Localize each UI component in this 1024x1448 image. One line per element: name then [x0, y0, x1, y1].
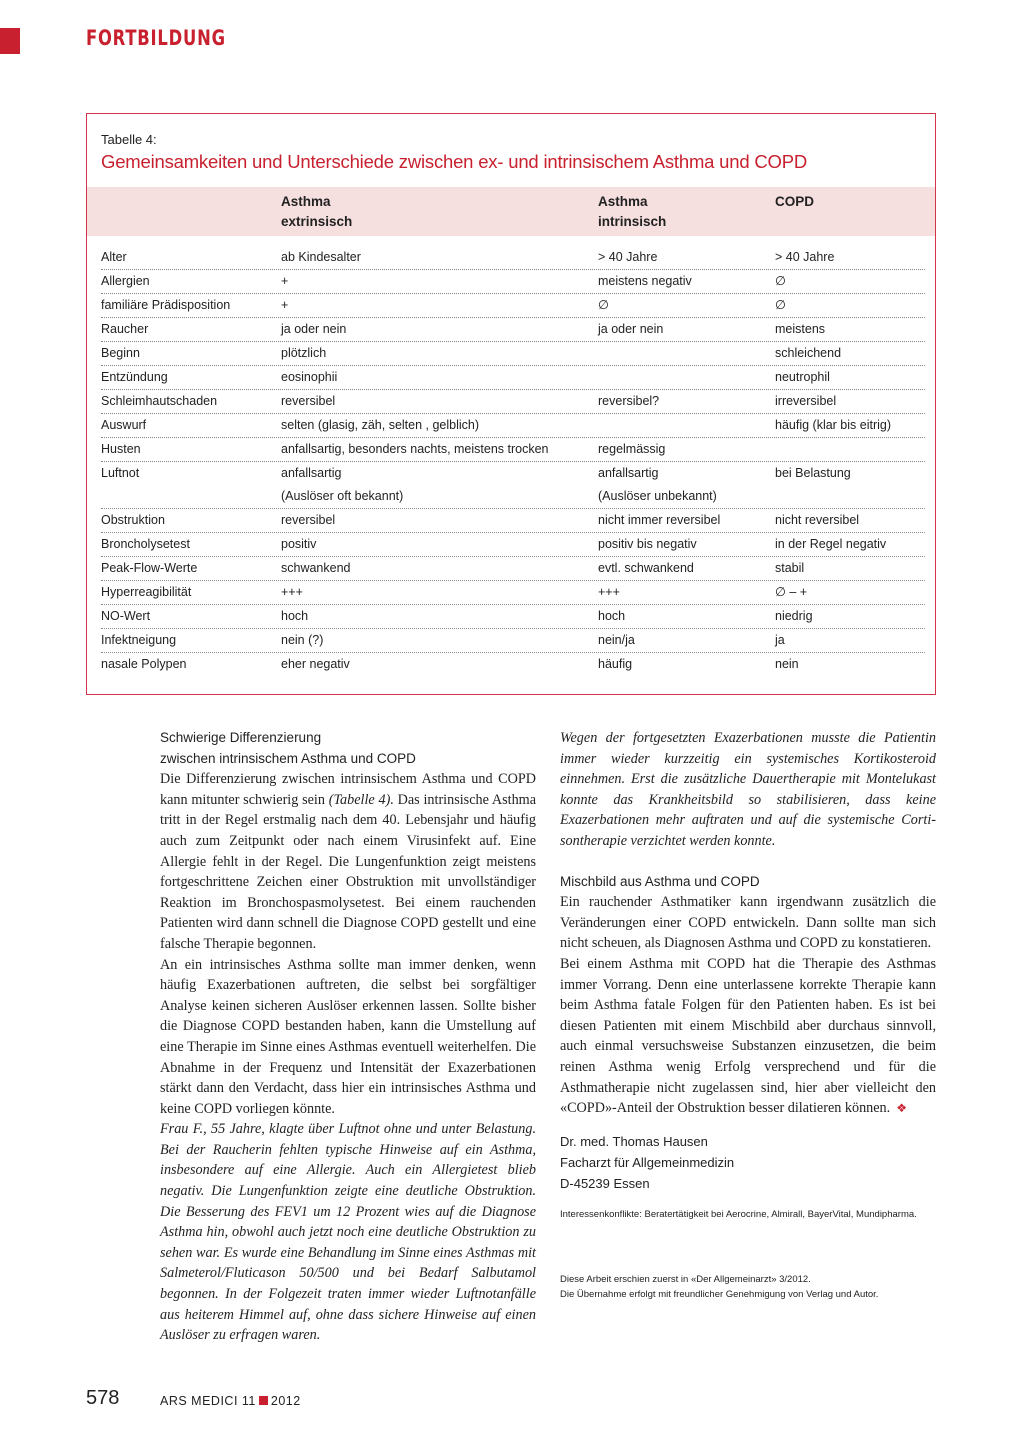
cell-asthma-intrinsisch: ∅ — [598, 298, 609, 312]
table-row — [101, 366, 925, 390]
footer-square — [259, 1396, 268, 1405]
cell-asthma-extrinsisch: anfallsartig, besonders nachts, meistens trocken — [281, 442, 549, 456]
cell-asthma-extrinsisch: schwankend — [281, 561, 351, 575]
cell-asthma-intrinsisch: nicht immer reversibel — [598, 513, 721, 527]
paragraph: An ein intrinsisches Asthma sollte man immer denken, wenn häufig Exazerbationen auftreten, die selbst bei sorgfältiger Analyse keinen sicheren Auslöser erkennen lassen. Sollte bisher die Diagnose COPD bestanden haben, kann die Umstellung auf eine Therapie im Sinne eines Asthmas eventuell weiterhelfen. Die Abnahme in der Frequenz und Intensität der Exazerbationen stärkt dann den Verdacht, dass hier ein intrinsisches Asthma und keine COPD vorliegen könnte. — [160, 956, 536, 1117]
cell-asthma-extrinsisch: ja oder nein — [281, 322, 347, 336]
table-row — [101, 629, 925, 653]
section-marker — [0, 28, 20, 54]
table-row — [101, 653, 925, 676]
table-row — [101, 605, 925, 629]
row-label: Entzündung — [101, 370, 168, 384]
magazine-footer — [160, 1394, 301, 1408]
row-label: Alter — [101, 250, 127, 264]
row-label: Husten — [101, 442, 141, 456]
cell-copd: > 40 Jahre — [775, 250, 835, 264]
table-4 — [86, 113, 936, 695]
column-header-asthma-intrinsisch: Asthma intrinsisch — [598, 194, 667, 229]
table-row — [101, 581, 925, 605]
case-report-continued: Wegen der fortgesetzten Exazerbationen musste die Patientin immer wieder kurzzeitig ein systemisches Kortikosteroid einnehmen. Erst die zusätzliche Dauertherapie mit Montelukast konnte das Krankheitsbild so stabilisieren, dass keine Exazerbationen mehr auftraten und auf die systemische Cortisontherapie verzichtet werden konnte. — [560, 730, 936, 849]
row-label: Peak-Flow-Werte — [101, 561, 198, 575]
table-row — [101, 390, 925, 414]
paragraph: Bei einem Asthma mit COPD hat die Therapie des Asthmas immer Vorrang. Denn eine unterlassene korrekte Therapie kann beim Asthma fatale Folgen für den Patienten haben. Es ist bei diesen Patienten mit einem Mischbild aber durchaus sinnvoll, auch einmal versuchsweise Substanzen einzusetzen, die beim reinen Asthma wenig Erfolg versprechend und für die Asthmatherapie nicht zugelassen sind, hier aber vielleicht den «COPD»-Anteil der Obstruktion besser dilatieren können. ❖ — [560, 955, 936, 1117]
cell-asthma-intrinsisch: nein/ja — [598, 633, 635, 647]
cell-asthma-intrinsisch: > 40 Jahre — [598, 250, 658, 264]
cell-copd: häufig (klar bis eitrig) — [775, 418, 892, 432]
cell-asthma-intrinsisch: anfallsartig (Auslöser unbekannt) — [598, 466, 717, 503]
row-label: Schleimhautschaden — [101, 394, 218, 408]
table-row — [101, 342, 925, 366]
row-label: Broncholysetest — [101, 537, 190, 551]
table-row — [101, 294, 925, 318]
table-title: Gemeinsamkeiten und Unterschiede zwischen ex- und intrinsischem Asthma und COPD — [101, 151, 808, 172]
cell-asthma-intrinsisch: regelmässig — [598, 442, 666, 456]
table-row — [101, 414, 925, 438]
cell-asthma-intrinsisch: meistens negativ — [598, 274, 692, 288]
cell-copd: in der Regel negativ — [775, 537, 887, 551]
table-label: Tabelle 4: — [101, 132, 157, 147]
cell-copd: meistens — [775, 322, 826, 336]
cell-asthma-intrinsisch: ja oder nein — [598, 322, 664, 336]
row-label: Allergien — [101, 274, 150, 288]
table-row — [101, 246, 925, 270]
table-body — [101, 246, 925, 676]
table-row — [101, 270, 925, 294]
cell-asthma-intrinsisch: positiv bis negativ — [598, 537, 697, 551]
section-title: FORTBILDUNG — [86, 26, 226, 50]
cell-copd: niedrig — [775, 609, 813, 623]
source-line-1: Diese Arbeit erschien zuerst in «Der Allgemeinarzt» 3/2012. — [560, 1273, 811, 1285]
cell-copd: neutrophil — [775, 370, 830, 384]
table-reference: (Tabelle 4). — [328, 791, 394, 808]
cell-copd: bei Belastung — [775, 466, 851, 480]
cell-asthma-intrinsisch: häufig — [598, 657, 633, 671]
cell-asthma-extrinsisch: plötzlich — [281, 346, 327, 360]
cell-copd: stabil — [775, 561, 805, 575]
table-row — [101, 462, 925, 509]
column-header-copd: COPD — [775, 194, 815, 209]
cell-asthma-extrinsisch: selten (glasig, zäh, selten , gelblich) — [281, 418, 480, 432]
cell-copd: ∅ — [775, 298, 786, 312]
cell-copd: nicht reversibel — [775, 513, 860, 527]
magazine-name: ARS MEDICI 11 — [160, 1394, 256, 1408]
row-label: Auswurf — [101, 418, 147, 432]
cell-copd: ∅ – + — [775, 585, 808, 599]
paragraph: Ein rauchender Asthmatiker kann irgendwann zusätzlich die Veränderungen einer COPD entwickeln. Dann sollte man sich nicht scheuen, als Diagnosen Asthma und COPD zu konstatieren. — [560, 894, 936, 952]
conflicts-of-interest: Interessenkonflikte: Beratertätigkeit bei Aerocrine, Almirall, BayerVital, Mundipharma. — [560, 1208, 917, 1220]
subheading-mischbild: Mischbild aus Asthma und COPD — [560, 873, 760, 889]
row-label: Hyperreagibilität — [101, 585, 192, 599]
row-label: familiäre Prädisposition — [101, 298, 231, 312]
source-note — [560, 1272, 936, 1302]
author-title: Facharzt für Allgemeinmedizin — [560, 1154, 735, 1170]
cell-copd: irreversibel — [775, 394, 837, 408]
row-label: Luftnot — [101, 466, 140, 480]
case-report-paragraph: Frau F., 55 Jahre, klagte über Luftnot ohne und unter Belastung. Bei der Raucherin fehlten typische Hinweise auf ein Asthma, insbesondere auf eine Allergie. Auch ein Allergietest blieb negativ. Die Lungenfunktion zeigte eine deutliche Obstruktion. Die Besserung des FEV1 um 12 Prozent wies auf die Diagnose Asthma hin, obwohl auch jetzt noch eine deutliche Obstruktion zu sehen war. Es wurde eine Behandlung im Sinne eines Asthmas mit Salmeterol/Fluticason 50/500 und bei Bedarf Salbutamol begonnen. In der Folgezeit traten immer wieder Luftnotanfälle aus heiterem Himmel auf, ohne dass sichere Hinweise auf einen Auslöser zu erfragen waren. — [160, 1121, 536, 1344]
left-column — [160, 728, 536, 1346]
cell-asthma-intrinsisch: reversibel? — [598, 394, 660, 408]
cell-asthma-intrinsisch: evtl. schwankend — [598, 561, 694, 575]
table-row — [101, 557, 925, 581]
cell-asthma-extrinsisch: + — [281, 298, 289, 312]
paragraph: Die Differenzierung zwischen intrinsischem Asthma und COPD kann mitunter schwierig sein (Tabelle 4). Das intrinsische Asthma tritt in der Regel erstmalig nach dem 40. Lebensjahr und häufig auch zum Zeitpunkt oder nach einem Virusinfekt auf. Eine Allergie fehlt in der Regel. Die Lungenfunktion zeigt meistens fortgeschrittene Zeichen einer Obstruktion mit unvollständiger Reaktion im Bronchospasmolysetest. Bei einem rauchenden Patienten wird dann schnell die Diagnose COPD gestellt und eine falsche Therapie begonnen. — [160, 771, 537, 952]
cell-asthma-extrinsisch: + — [281, 274, 289, 288]
cell-asthma-extrinsisch: eosinophii — [281, 370, 338, 384]
cell-asthma-intrinsisch: +++ — [598, 585, 620, 599]
cell-copd: ja — [775, 633, 785, 647]
cell-asthma-extrinsisch: eher negativ — [281, 657, 350, 671]
end-mark-icon: ❖ — [896, 1101, 907, 1116]
source-line-2: Die Übernahme erfolgt mit freundlicher Genehmigung von Verlag und Autor. — [560, 1288, 879, 1300]
author-city: D-45239 Essen — [560, 1175, 650, 1191]
cell-asthma-extrinsisch: reversibel — [281, 513, 336, 527]
table-row — [101, 509, 925, 533]
cell-asthma-extrinsisch: positiv — [281, 537, 317, 551]
cell-asthma-extrinsisch: ab Kindesalter — [281, 250, 361, 264]
cell-asthma-extrinsisch: anfallsartig (Auslöser oft bekannt) — [281, 466, 404, 503]
cell-asthma-intrinsisch: hoch — [598, 609, 626, 623]
row-label: NO-Wert — [101, 609, 151, 623]
table-row — [101, 318, 925, 342]
author-name: Dr. med. Thomas Hausen — [560, 1133, 708, 1149]
row-label: nasale Polypen — [101, 657, 187, 671]
table-row — [101, 533, 925, 557]
author-block — [560, 1131, 936, 1194]
row-label: Infektneigung — [101, 633, 177, 647]
column-header-asthma-extrinsisch: Asthma extrinsisch — [281, 194, 353, 229]
right-column — [560, 728, 936, 1302]
magazine-year: 2012 — [270, 1394, 301, 1408]
cell-copd: nein — [775, 657, 799, 671]
cell-copd: schleichend — [775, 346, 842, 360]
row-label: Obstruktion — [101, 513, 165, 527]
cell-asthma-extrinsisch: nein (?) — [281, 633, 324, 647]
cell-asthma-extrinsisch: reversibel — [281, 394, 336, 408]
cell-asthma-extrinsisch: hoch — [281, 609, 309, 623]
cell-asthma-extrinsisch: +++ — [281, 585, 303, 599]
table-header — [87, 187, 935, 236]
page-number: 578 — [86, 1387, 120, 1409]
cell-copd: ∅ — [775, 274, 786, 288]
table-row — [101, 438, 925, 462]
heading-line-2: zwischen intrinsischem Asthma und COPD — [160, 750, 416, 766]
row-label: Beginn — [101, 346, 140, 360]
heading-line-1: Schwierige Differenzierung — [160, 730, 322, 745]
row-label: Raucher — [101, 322, 149, 336]
